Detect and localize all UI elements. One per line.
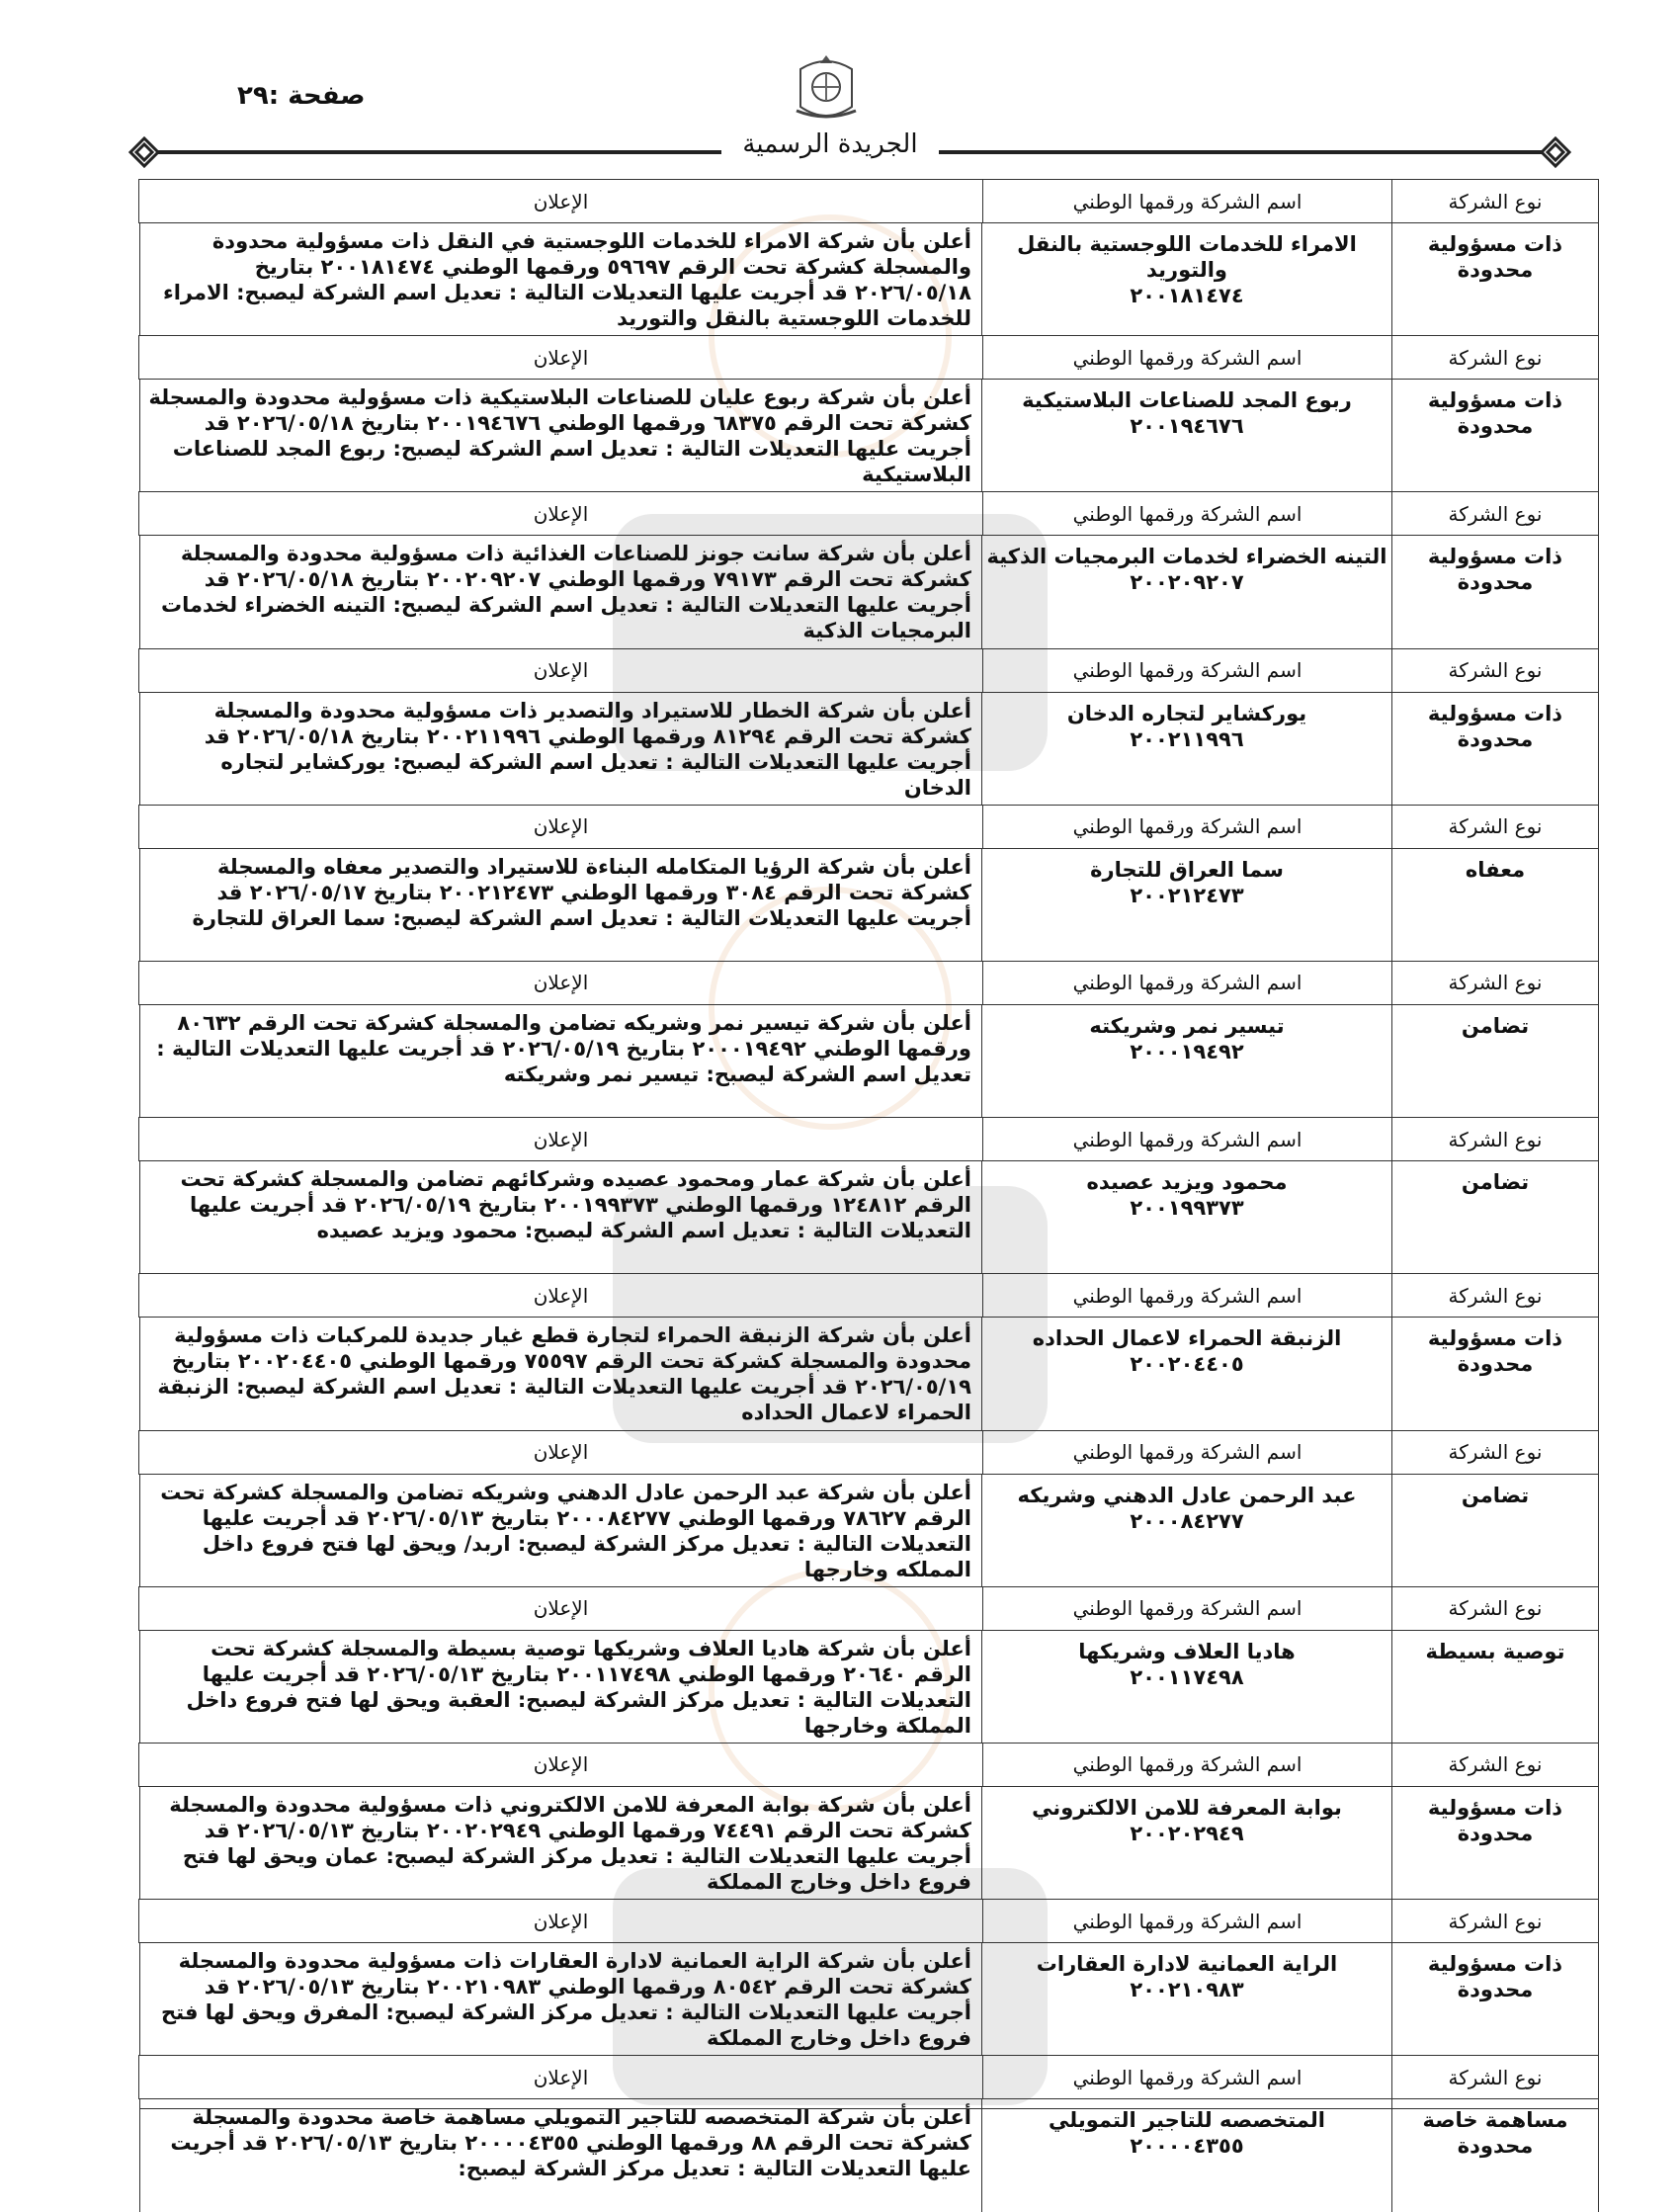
company-name-cell <box>981 1005 1391 1118</box>
entry-header-row <box>139 962 1599 1005</box>
company-name: سما العراق للتجارة <box>1090 857 1284 882</box>
company-national-number: ٢٠٠١٩٩٣٧٣ <box>1130 1196 1244 1221</box>
entry-header-row <box>139 649 1599 693</box>
company-entry <box>139 1744 1599 1900</box>
company-name: بوابة المعرفة للامن الالكتروني <box>1032 1795 1342 1820</box>
entry-body-row <box>139 1475 1599 1587</box>
company-name-cell <box>981 380 1391 492</box>
company-name: هاديا العلاف وشريكها <box>1078 1639 1296 1663</box>
company-national-number: ٢٠٠١١٧٤٩٨ <box>1130 1664 1244 1689</box>
entry-body-row <box>139 1161 1599 1274</box>
company-name: الراية العمانية لادارة العقارات <box>1036 1952 1338 1977</box>
company-name: محمود ويزيد عصيده <box>1086 1170 1288 1195</box>
announcement-text: أعلن بأن شركة عمار ومحمود عصيده وشركائهم تضامن والمسجلة كشركة تحت الرقم ١٢٤٨١٢ ورقمها الوطني ٢٠٠١٩٩٣٧٣ بتاريخ ٢٠٢٦/٠٥/١٩ قد أجريت عليها التعديلات التالية : تعديل اسم الشركة ليصبح: محمود ويزيد عصيده <box>139 1161 981 1274</box>
company-entry <box>139 649 1599 806</box>
header-company-type: نوع الشركة <box>1391 1117 1599 1161</box>
header-announcement: الإعلان <box>138 1430 983 1475</box>
entry-header-row <box>139 1587 1599 1631</box>
company-entry <box>139 336 1599 492</box>
company-name-cell <box>981 536 1391 648</box>
header-announcement: الإعلان <box>138 179 983 223</box>
company-type: ذات مسؤولية محدودة <box>1391 380 1599 492</box>
header-company-name: اسم الشركة ورقمها الوطني <box>982 1117 1392 1161</box>
company-type: تضامن <box>1391 1161 1599 1274</box>
header-company-name: اسم الشركة ورقمها الوطني <box>982 1273 1392 1318</box>
announcement-text: أعلن بأن شركة الرؤيا المتكامله البناءة للاستيراد والتصدير معفاه والمسجلة كشركة تحت الرقم ٣٠٨٤ ورقمها الوطني ٢٠٠٢١٢٤٧٣ بتاريخ ٢٠٢٦/٠٥/١٧ قد أجريت عليها التعديلات التالية : تعديل اسم الشركة ليصبح: سما العراق للتجارة <box>139 849 981 962</box>
header-announcement: الإعلان <box>138 1743 983 1787</box>
entry-body-row <box>139 380 1599 492</box>
company-name-cell <box>981 1475 1391 1587</box>
company-name: عبد الرحمن عادل الدهني وشريكه <box>1017 1483 1357 1507</box>
announcement-text: أعلن بأن شركة ربوع عليان للصناعات البلاستيكية ذات مسؤولية محدودة والمسجلة كشركة تحت الرقم ٦٨٣٧٥ ورقمها الوطني ٢٠٠١٩٤٦٧٦ بتاريخ ٢٠٢٦/٠٥/١٨ قد أجريت عليها التعديلات التالية : تعديل اسم الشركة ليصبح: ربوع المجد للصناعات البلاستيكية <box>139 380 981 492</box>
entry-body-row <box>139 1318 1599 1430</box>
company-entry <box>139 806 1599 962</box>
table-bottom-border <box>139 2108 1599 2109</box>
entry-body-row <box>139 849 1599 962</box>
entry-header-row <box>139 2056 1599 2099</box>
entry-header-row <box>139 1431 1599 1475</box>
company-national-number: ٢٠٠١٨١٤٧٤ <box>1130 284 1244 307</box>
company-entry <box>139 1118 1599 1274</box>
announcement-text: أعلن بأن شركة الخطار للاستيراد والتصدير ذات مسؤولية محدودة والمسجلة كشركة تحت الرقم ٨١٢٩٤ ورقمها الوطني ٢٠٠٢١١٩٩٦ بتاريخ ٢٠٢٦/٠٥/١٨ قد أجريت عليها التعديلات التالية : تعديل اسم الشركة ليصبح: يوركشاير لتجاره الدخان <box>139 693 981 806</box>
header-announcement: الإعلان <box>138 805 983 849</box>
company-name-cell <box>981 1943 1391 2056</box>
entry-header-row <box>139 1900 1599 1943</box>
entry-body-row <box>139 1005 1599 1118</box>
entry-header-row <box>139 492 1599 536</box>
announcement-text: أعلن بأن شركة بوابة المعرفة للامن الالكتروني ذات مسؤولية محدودة والمسجلة كشركة تحت الرقم ٧٤٤٩١ ورقمها الوطني ٢٠٠٢٠٢٩٤٩ بتاريخ ٢٠٢٦/٠٥/١٣ قد أجريت عليها التعديلات التالية : تعديل مركز الشركة ليصبح: عمان ويحق لها فتح فروع داخل وخارج المملكة <box>139 1787 981 1900</box>
company-type: ذات مسؤولية محدودة <box>1391 223 1599 336</box>
company-national-number: ٢٠٠٢١٠٩٨٣ <box>1130 1978 1244 2002</box>
entry-body-row <box>139 536 1599 648</box>
company-entry <box>139 180 1599 336</box>
company-entry <box>139 492 1599 648</box>
announcement-text: أعلن بأن شركة هاديا العلاف وشريكها توصية بسيطة والمسجلة كشركة تحت الرقم ٢٠٦٤٠ ورقمها الوطني ٢٠٠١١٧٤٩٨ بتاريخ ٢٠٢٦/٠٥/١٣ قد أجريت عليها التعديلات التالية : تعديل مركز الشركة ليصبح: العقبة ويحق لها فتح فروع داخل المملكة وخارجها <box>139 1631 981 1744</box>
header-company-type: نوع الشركة <box>1391 961 1599 1005</box>
header-company-type: نوع الشركة <box>1391 805 1599 849</box>
header-company-name: اسم الشركة ورقمها الوطني <box>982 179 1392 223</box>
company-name: يوركشاير لتجاره الدخان <box>1066 701 1307 725</box>
header-company-type: نوع الشركة <box>1391 1743 1599 1787</box>
header-announcement: الإعلان <box>138 2055 983 2099</box>
entry-body-row <box>139 693 1599 806</box>
header-company-type: نوع الشركة <box>1391 335 1599 380</box>
company-national-number: ٢٠٠٢١١٩٩٦ <box>1130 726 1244 751</box>
company-national-number: ٢٠٠١٩٤٦٧٦ <box>1130 414 1244 439</box>
entry-header-row <box>139 336 1599 380</box>
company-national-number: ٢٠٠٢٠٢٩٤٩ <box>1130 1821 1244 1845</box>
header-company-name: اسم الشركة ورقمها الوطني <box>982 1899 1392 1943</box>
header-company-type: نوع الشركة <box>1391 2055 1599 2099</box>
header-announcement: الإعلان <box>138 491 983 536</box>
company-type: معفاه <box>1391 849 1599 962</box>
announcement-text: أعلن بأن شركة المتخصصه للتاجير التمويلي مساهمة خاصة محدودة والمسجلة كشركة تحت الرقم ٨٨ ورقمها الوطني ٢٠٠٠٠٤٣٥٥ بتاريخ ٢٠٢٦/٠٥/١٣ قد أجريت عليها التعديلات التالية : تعديل مركز الشركة ليصبح: <box>139 2099 981 2212</box>
company-name: الامراء للخدمات اللوجستية بالنقل والتوريد <box>1017 232 1357 282</box>
entry-header-row <box>139 806 1599 849</box>
company-entry <box>139 1900 1599 2056</box>
page-number: صفحة :٢٩ <box>237 81 366 111</box>
entry-header-row <box>139 180 1599 223</box>
company-type: تضامن <box>1391 1005 1599 1118</box>
header-company-name: اسم الشركة ورقمها الوطني <box>982 2055 1392 2099</box>
header-company-name: اسم الشركة ورقمها الوطني <box>982 1743 1392 1787</box>
announcement-text: أعلن بأن شركة الراية العمانية لادارة العقارات ذات مسؤولية محدودة والمسجلة كشركة تحت الرقم ٨٠٥٤٢ ورقمها الوطني ٢٠٠٢١٠٩٨٣ بتاريخ ٢٠٢٦/٠٥/١٣ قد أجريت عليها التعديلات التالية : تعديل مركز الشركة ليصبح: المفرق ويحق لها فتح فروع داخل وخارج المملكة <box>139 1943 981 2056</box>
header-company-type: نوع الشركة <box>1391 491 1599 536</box>
header-company-type: نوع الشركة <box>1391 1586 1599 1631</box>
company-entry <box>139 1274 1599 1430</box>
company-national-number: ٢٠٠٢٠٩٢٠٧ <box>1130 570 1244 595</box>
entry-header-row <box>139 1118 1599 1161</box>
company-national-number: ٢٠٠٠٠٤٣٥٥ <box>1130 2134 1244 2159</box>
company-type: ذات مسؤولية محدودة <box>1391 693 1599 806</box>
company-type: تضامن <box>1391 1475 1599 1587</box>
header-company-name: اسم الشركة ورقمها الوطني <box>982 961 1392 1005</box>
gazette-title: الجريدة الرسمية <box>721 129 939 159</box>
header-announcement: الإعلان <box>138 961 983 1005</box>
company-type: توصية بسيطة <box>1391 1631 1599 1744</box>
company-name-cell <box>981 223 1391 336</box>
company-type: ذات مسؤولية محدودة <box>1391 1318 1599 1430</box>
header-company-type: نوع الشركة <box>1391 1430 1599 1475</box>
entry-body-row <box>139 2099 1599 2212</box>
entry-header-row <box>139 1744 1599 1787</box>
company-name-cell <box>981 2099 1391 2212</box>
company-type: ذات مسؤولية محدودة <box>1391 536 1599 648</box>
company-national-number: ٢٠٠٢١٢٤٧٣ <box>1130 883 1244 907</box>
header-company-name: اسم الشركة ورقمها الوطني <box>982 491 1392 536</box>
company-name-cell <box>981 1318 1391 1430</box>
company-name: المتخصصه للتاجير التمويلي <box>1049 2108 1325 2133</box>
entry-header-row <box>139 1274 1599 1318</box>
announcement-text: أعلن بأن شركة عبد الرحمن عادل الدهني وشريكه تضامن والمسجلة كشركة تحت الرقم ٧٨٦٢٧ ورقمها الوطني ٢٠٠٠٨٤٢٧٧ بتاريخ ٢٠٢٦/٠٥/١٣ قد أجريت عليها التعديلات التالية : تعديل مركز الشركة ليصبح: اربد/ ويحق لها فتح فروع داخل المملكه وخارجها <box>139 1475 981 1587</box>
header-announcement: الإعلان <box>138 648 983 693</box>
company-name: ربوع المجد للصناعات البلاستيكية <box>1022 388 1352 413</box>
company-type: مساهمة خاصة محدودة <box>1391 2099 1599 2212</box>
header-announcement: الإعلان <box>138 1273 983 1318</box>
announcement-text: أعلن بأن شركة تيسير نمر وشريكه تضامن والمسجلة كشركة تحت الرقم ٨٠٦٣٢ ورقمها الوطني ٢٠٠٠١٩٤٩٢ بتاريخ ٢٠٢٦/٠٥/١٩ قد أجريت عليها التعديلات التالية : تعديل اسم الشركة ليصبح: تيسير نمر وشريكته <box>139 1005 981 1118</box>
company-name: الزنبقة الحمراء لاعمال الحداده <box>1032 1326 1342 1351</box>
company-name-cell <box>981 849 1391 962</box>
header-announcement: الإعلان <box>138 1117 983 1161</box>
header-company-type: نوع الشركة <box>1391 1273 1599 1318</box>
header-company-type: نوع الشركة <box>1391 648 1599 693</box>
company-entry <box>139 2056 1599 2212</box>
company-name-cell <box>981 1787 1391 1900</box>
header-announcement: الإعلان <box>138 335 983 380</box>
header-company-type: نوع الشركة <box>1391 179 1599 223</box>
company-entry <box>139 1587 1599 1744</box>
header-company-name: اسم الشركة ورقمها الوطني <box>982 805 1392 849</box>
announcement-text: أعلن بأن شركة الزنبقة الحمراء لتجارة قطع غيار جديدة للمركبات ذات مسؤولية محدودة والمسجلة كشركة تحت الرقم ٧٥٥٩٧ ورقمها الوطني ٢٠٠٢٠٤٤٠٥ بتاريخ ٢٠٢٦/٠٥/١٩ قد أجريت عليها التعديلات التالية : تعديل اسم الشركة ليصبح: الزنبقة الحمراء لاعمال الحداده <box>139 1318 981 1430</box>
header-company-name: اسم الشركة ورقمها الوطني <box>982 335 1392 380</box>
company-name: تيسير نمر وشريكته <box>1089 1013 1285 1038</box>
companies-table <box>139 180 1599 2181</box>
company-entry <box>139 962 1599 1118</box>
company-type: ذات مسؤولية محدودة <box>1391 1943 1599 2056</box>
header-company-type: نوع الشركة <box>1391 1899 1599 1943</box>
company-type: ذات مسؤولية محدودة <box>1391 1787 1599 1900</box>
entry-body-row <box>139 1787 1599 1900</box>
entry-body-row <box>139 223 1599 336</box>
company-name: التينه الخضراء لخدمات البرمجيات الذكية <box>986 545 1387 569</box>
entry-body-row <box>139 1943 1599 2056</box>
company-national-number: ٢٠٠٢٠٤٤٠٥ <box>1130 1352 1244 1377</box>
company-name-cell <box>981 1631 1391 1744</box>
company-national-number: ٢٠٠٠١٩٤٩٢ <box>1130 1039 1244 1063</box>
header-company-name: اسم الشركة ورقمها الوطني <box>982 1430 1392 1475</box>
coat-of-arms-emblem <box>789 51 864 125</box>
company-name-cell <box>981 693 1391 806</box>
announcement-text: أعلن بأن شركة الامراء للخدمات اللوجستية في النقل ذات مسؤولية محدودة والمسجلة كشركة تحت الرقم ٥٩٦٩٧ ورقمها الوطني ٢٠٠١٨١٤٧٤ بتاريخ ٢٠٢٦/٠٥/١٨ قد أجريت عليها التعديلات التالية : تعديل اسم الشركة ليصبح: الامراء للخدمات اللوجستية بالنقل والتوريد <box>139 223 981 336</box>
company-national-number: ٢٠٠٠٨٤٢٧٧ <box>1130 1508 1244 1533</box>
header-company-name: اسم الشركة ورقمها الوطني <box>982 1586 1392 1631</box>
company-entry <box>139 1431 1599 1587</box>
announcement-text: أعلن بأن شركة سانت جونز للصناعات الغذائية ذات مسؤولية محدودة والمسجلة كشركة تحت الرقم ٧٩١٧٣ ورقمها الوطني ٢٠٠٢٠٩٢٠٧ بتاريخ ٢٠٢٦/٠٥/١٨ قد أجريت عليها التعديلات التالية : تعديل اسم الشركة ليصبح: التينه الخضراء لخدمات البرمجيات الذكية <box>139 536 981 648</box>
entry-body-row <box>139 1631 1599 1744</box>
header-company-name: اسم الشركة ورقمها الوطني <box>982 648 1392 693</box>
header-announcement: الإعلان <box>138 1899 983 1943</box>
header-announcement: الإعلان <box>138 1586 983 1631</box>
company-name-cell <box>981 1161 1391 1274</box>
